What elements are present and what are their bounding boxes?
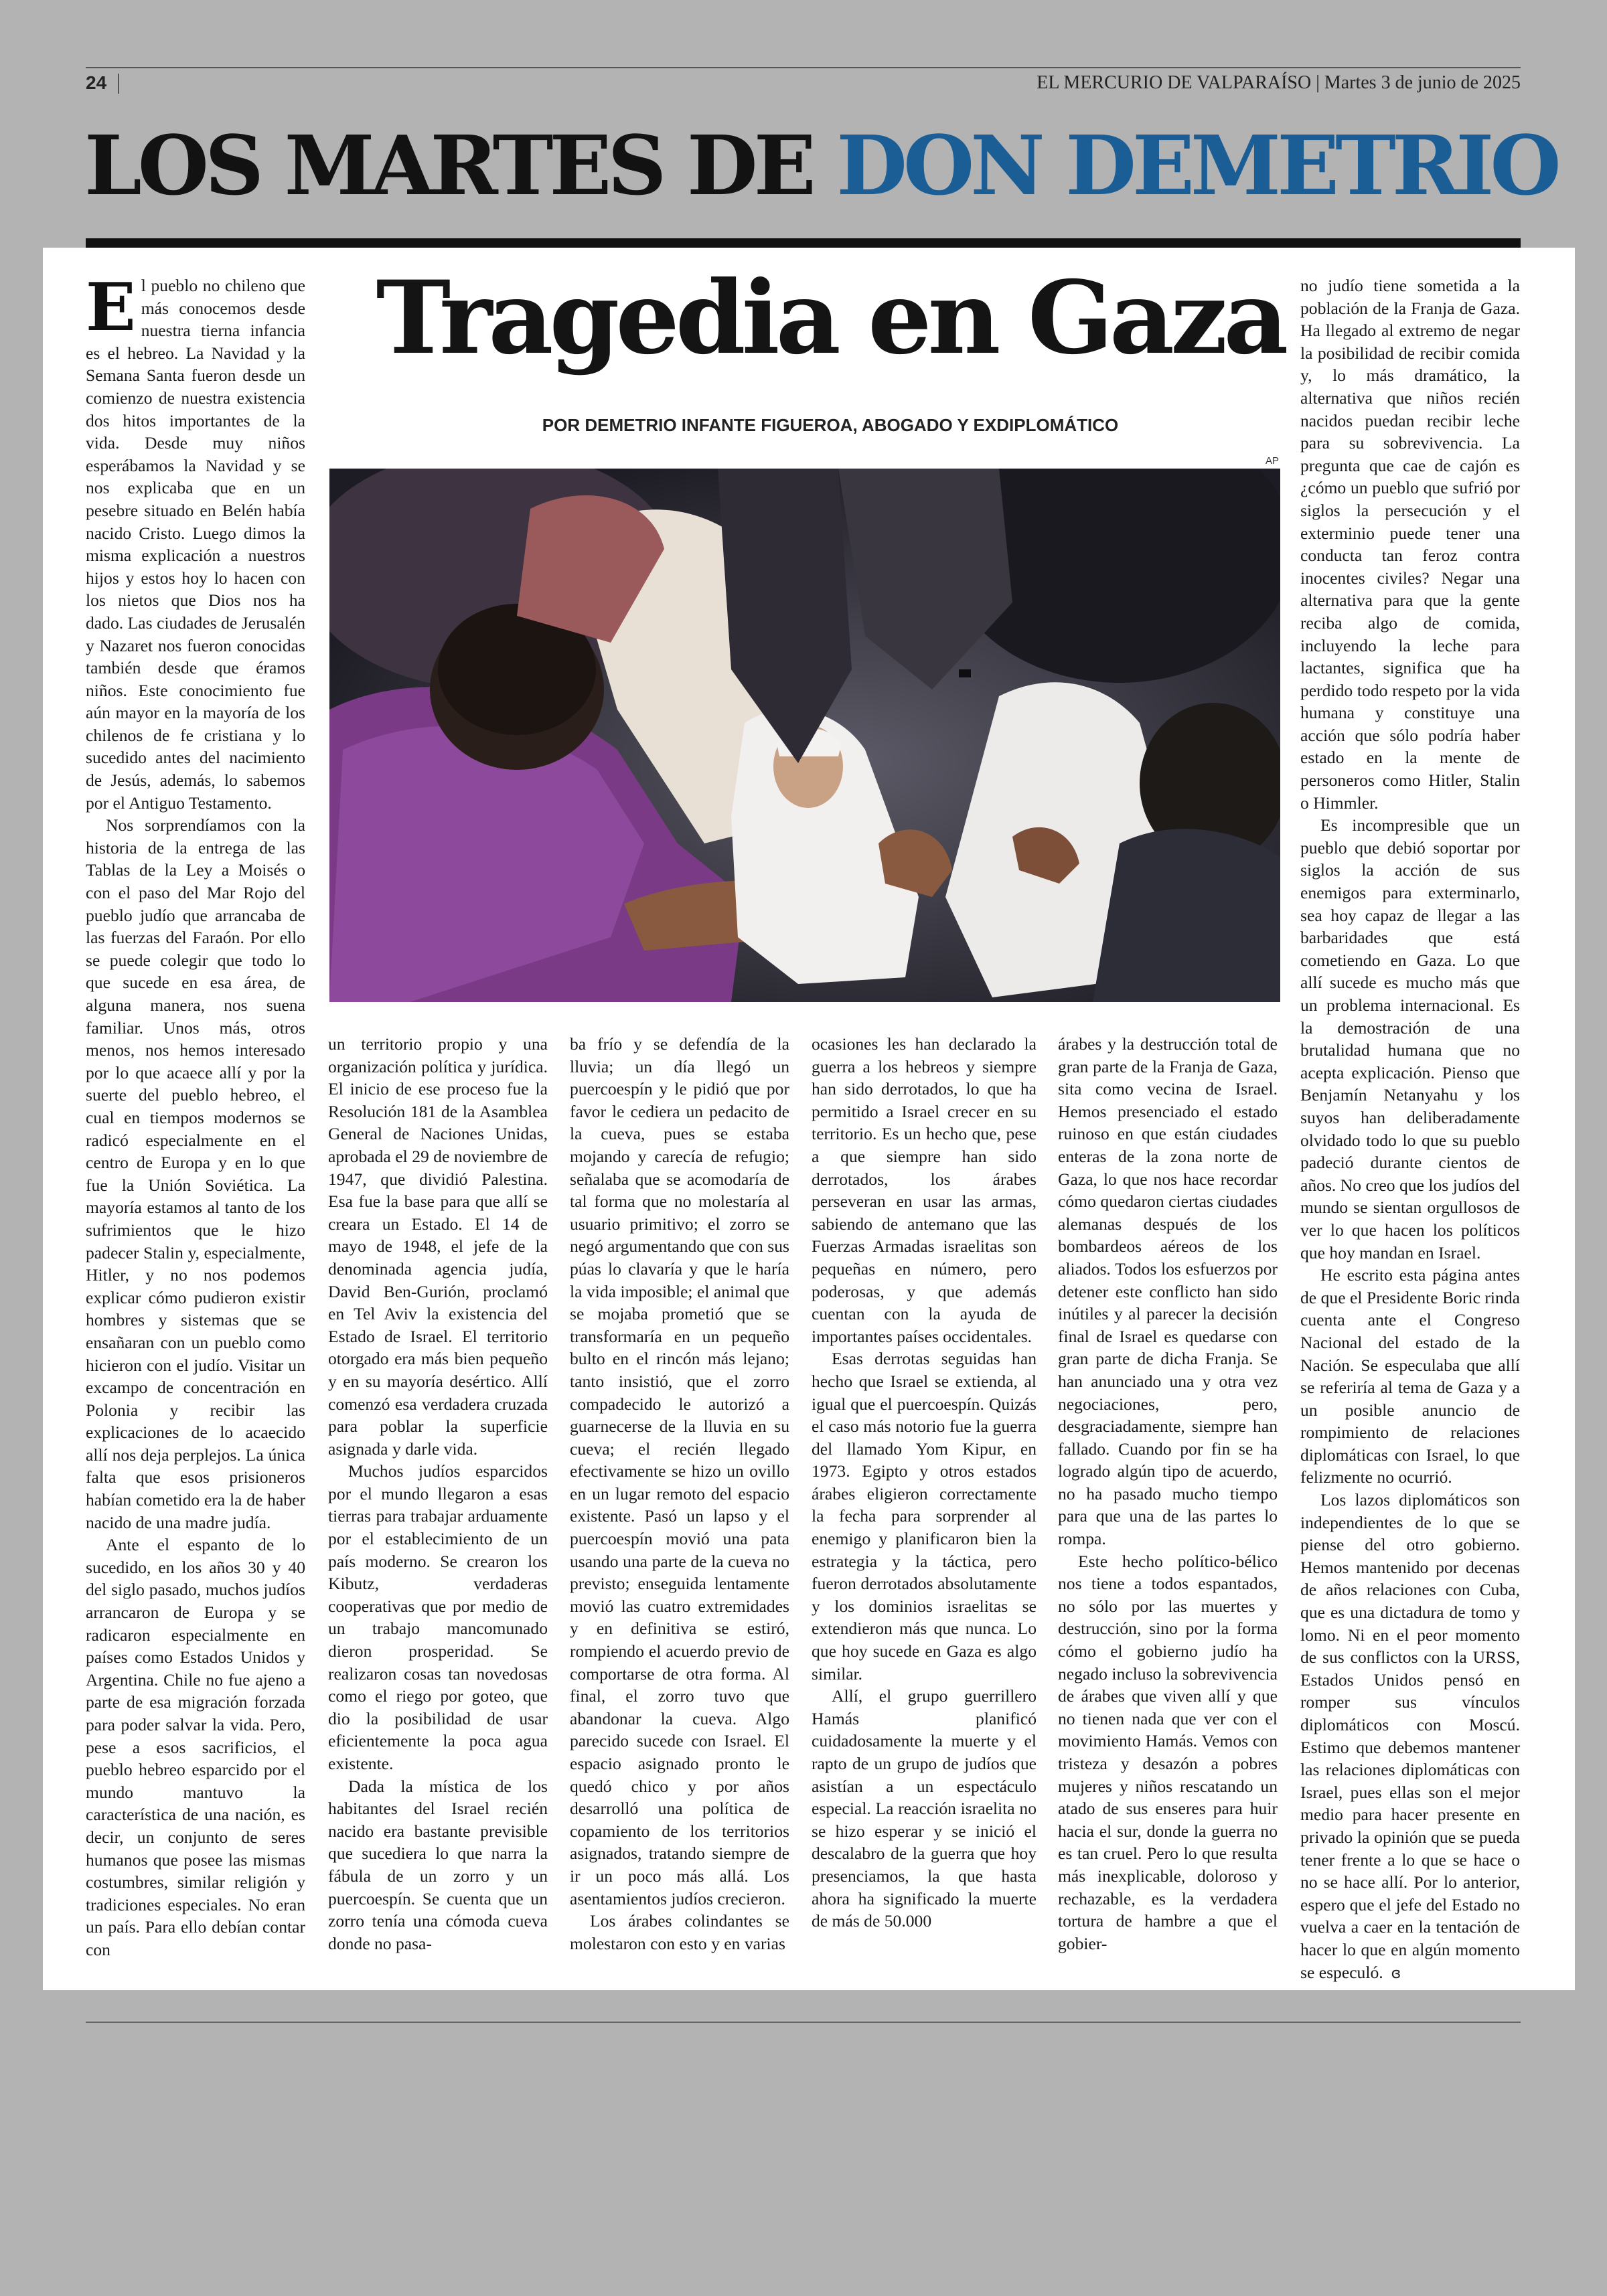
paragraph-2: Nos sorprendíamos con la historia de la entrega de las Tablas de la Ley a Moisés o con el paso del Mar Rojo del pueblo judío que arrancaba de las fuerzas del Faraón. Por ello se puede colegir que todo lo que sucede en esa área, de alguna manera, nos suena familiar. Unos más, otros menos, nos hemos interesado por lo que acaece allí y por la suerte del pueblo hebreo, el cual en tiempos modernos se radicó especialmente en el centro de Europa y en lo que fue la Unión Soviética. La mayoría estamos al tanto de los sufrimientos que le hizo padecer Stalin y, especialmente, Hitler, y no nos podemos explicar cómo pudieron existir hombres y sistemas que se ensañaran con un pueblo como hicieron con el judío. Visitar un excampo de concentración en Polonia y recibir las explicaciones de lo acaecido allí nos deja perplejos. La única falta que esos prisioneros habían cometido era la de haber nacido de una madre judía. [86, 815, 305, 1532]
paragraph-3-cont: un territorio propio y una organización política y jurídica. El inicio de ese proceso fue la Resolución 181 de la Asamblea General de Naciones Unidas, aprobada el 29 de noviembre de 1947, que dividió Palestina. Esa fue la base para que allí se creara un Estado. El 14 de mayo de 1948, el jefe de la denominada agencia judía, David Ben-Gurión, proclamó en Tel Aviv la existencia del Estado de Israel. El territorio otorgado era más bien pequeño y en su mayoría desértico. Allí comenzó esa verdadera cruzada para poblar la superficie asignada y darle vida. [328, 1034, 548, 1459]
paragraph-11: He escrito esta página antes de que el Presidente Boric rinda cuenta ante el Congreso Nacional del estado de la Nación. Se especulaba que allí se referiría al tema de Gaza y a un posible anuncio de rompimiento de relaciones diplomáticas con Israel, lo que felizmente no ocurrió. [1300, 1265, 1520, 1487]
paragraph-12-text: Los lazos diplomáticos son independientes de lo que se piense del otro gobierno. Hemos mantenido por decenas de años relaciones con Cuba, que es una dictadura de tomo y lomo. Ni en el peor momento de sus conflictos con la URSS, Estados Unidos pensó en romper sus vínculos diplomáticos con Moscú. Estimo que debemos mantener las relaciones diplomáticas con Israel, pues ellas son el mejor medio para hacer presente en privado la opinión que se pueda tener frente a lo que se hace o no se hace allí. Por lo anterior, espero que el jefe del Estado no vuelva a caer en la tentación de hacer lo que en algún momento se especuló. [1300, 1490, 1520, 1982]
paragraph-3: Ante el espanto de lo sucedido, en los años 30 y 40 del siglo pasado, muchos judíos arrancaron de Europa y se radicaron especialmente en países como Estados Unidos y Argentina. Chile no fue ajeno a parte de esa migración forzada para poder salvar la vida. Pero, pese a esos sacrificios, el pueblo hebreo esparcido por el mundo mantuvo la característica de una nación, es decir, un conjunto de seres humanos que posee las mismas costumbres, similar religión y tradiciones especiales. No eran un país. Para ello debían contar con [86, 1535, 305, 1959]
paragraph-9: Este hecho político-bélico nos tiene a todos espantados, no sólo por las muertes y destrucción, sino por la forma cómo el gobierno judío ha negado incluso la sobrevivencia de árabes que viven allí y que no tienen nada que ver con el movimiento Hamás. Vemos con tristeza y desazón a pobres mujeres y niños rescatando un atado de sus enseres para huir hacia el sur, donde la guerra no es tan cruel. Pero lo que resulta más inexplicable, doloroso y rechazable, es la verdadera tortura de hambre a que el gobier- [1058, 1551, 1278, 1953]
article-column-6 [1300, 274, 1520, 1985]
paragraph-4: Muchos judíos esparcidos por el mundo llegaron a esas tierras para trabajar arduamente por el establecimiento de un país moderno. Se crearon los Kibutz, verdaderas cooperativas que por medio de un trabajo mancomunado dieron prosperidad. Se realizaron cosas tan novedosas como el riego por goteo, que dio la posibilidad de usar eficientemente la poca agua existente. [328, 1461, 548, 1773]
paragraph-6: Los árabes colindantes se molestaron con esto y en varias [570, 1911, 789, 1953]
section-title-rule [86, 238, 1521, 248]
paragraph-9-cont: no judío tiene sometida a la población de la Franja de Gaza. Ha llegado al extremo de negar la posibilidad de recibir comida y, lo más dramático, la alternativa que niños recién nacidos puedan recibir leche para su sobrevivencia. La pregunta que cae de cajón es ¿cómo un pueblo que sufrió por siglos la persecución y el exterminio puede tener una conducta tan feroz contra inocentes civiles? Negar una alternativa para que la gente reciba algo de comida, incluyendo la leche para lactantes, significa que ha perdido todo respeto por la vida humana y constituye una acción que sólo podría haber estado en la mente de personeros como Hitler, Stalin o Himmler. [1300, 276, 1520, 813]
article-column-3 [570, 1033, 789, 1955]
publication-date: EL MERCURIO DE VALPARAÍSO | Martes 3 de junio de 2025 [1037, 72, 1521, 93]
section-title [84, 117, 1557, 214]
drop-cap: E [86, 269, 136, 346]
section-title-dark: LOS MARTES DE [84, 117, 812, 214]
bottom-rule [86, 2022, 1521, 2023]
article-byline: POR DEMETRIO INFANTE FIGUEROA, ABOGADO Y EXDIPLOMÁTICO [542, 415, 1119, 435]
paragraph-10: Es incompresible que un pueblo que debió soportar por siglos la acción de sus enemigos para exterminarlo, sea hoy capaz de llegar a las barbaridades que está cometiendo en Gaza. Lo que allí sucede es mucho más que un problema internacional. Es la demostración de una brutalidad humana que no acepta explicación. Pienso que Benjamín Netanyahu y los suyos han deliberadamente olvidado todo lo que su pueblo padeció durante cientos de años. No creo que los judíos del mundo se sientan orgullosos de ver lo que hacen los políticos que hoy mandan en Israel. [1300, 815, 1520, 1262]
article-column-2 [328, 1033, 548, 1955]
article-column-5 [1058, 1033, 1278, 1955]
folio-divider [118, 74, 119, 94]
paragraph-1-text: l pueblo no chileno que más conocemos desde nuestra tierna infancia es el hebreo. La Navidad y la Semana Santa fueron desde un comienzo de nuestra existencia dos hitos importantes de la vida. Desde muy niños esperábamos la Navidad y se nos explicaba que en un pesebre situado en Belén había nacido Cristo. Luego dimos la misma explicación a nuestros hijos y estos hoy lo hacen con los nietos que Dios nos ha dado. Las ciudades de Jerusalén y Nazaret nos fueron conocidas también desde que éramos niños. Este conocimiento fue aún mayor en la mayoría de los chilenos de fe cristiana y lo sucedido antes del nacimiento de Jesús, además, lo sabemos por el Antiguo Testamento. [86, 276, 305, 813]
paragraph-1 [86, 269, 305, 814]
paragraph-7: Esas derrotas seguidas han hecho que Israel se extienda, al igual que el puercoespín. Quizás el caso más notorio fue la guerra del llamado Yom Kipur, en 1973. Egipto y otros estados árabes eligieron correctamente la fecha para sorprender al enemigo y planificaron bien la estrategia y la táctica, pero fueron derrotados absolutamente y los dominios israelitas se extendieron más que nunca. Lo que hoy sucede en Gaza es algo similar. [812, 1349, 1037, 1684]
top-rule [86, 67, 1521, 68]
paragraph-8: Allí, el grupo guerrillero Hamás planificó cuidadosamente la muerte y el rapto de un grupo de judíos que asistían a un espectáculo especial. La reacción israelita no se hizo esperar y se inició el descalabro de la guerra que hoy presenciamos, la que hasta ahora ha significado la muerte de más de 50.000 [812, 1686, 1037, 1931]
paragraph-5: Dada la mística de los habitantes del Israel recién nacido era bastante previsible que sucediera lo que narra la fábula de un zorro y un puercoespín. Se cuenta que un zorro tenía una cómoda cueva donde no pasa- [328, 1776, 548, 1953]
article-photo [329, 469, 1280, 1002]
article-headline: Tragedia en Gaza [376, 259, 1285, 377]
photo-illustration [329, 469, 1280, 1002]
section-title-blue: DON DEMETRIO [836, 117, 1557, 214]
article-column-1 [86, 269, 305, 1961]
end-mark-icon: ɞ [1391, 1965, 1401, 1982]
page-number: 24 [86, 72, 107, 93]
paragraph-6-cont: ocasiones les han declarado la guerra a los hebreos y siempre han sido derrotados, lo que ha permitido a Israel crecer en su territorio. Es un hecho que, pese a que siempre han sido derrotados, los árabes perseveran en usar las armas, sabiendo de antemano que las Fuerzas Armadas israelitas son pequeñas en número, pero poderosas, y que además cuentan con la ayuda de importantes países occidentales. [812, 1034, 1037, 1346]
paragraph-5-cont: ba frío y se defendía de la lluvia; un día llegó un puercoespín y le pidió que por favor le cediera un pedacito de la cueva, pues se estaba mojando y carecía de refugio; señalaba que se acomodaría de tal forma que no molestaría al usuario primitivo; el zorro se negó argumentando que con sus púas lo clavaría y que le haría la vida imposible; el animal que se mojaba prometió que se transformaría en un pequeño bulto en el rincón más lejano; tanto insistió, que el zorro compadecido le autorizó a guarnecerse de la lluvia en su cueva; el recién llegado efectivamente se hizo un ovillo en un lugar remoto del espacio existente. Pasó un lapso y el puercoespín movió una pata usando una parte de la cueva no previsto; enseguida lentamente movió las cuatro extremidades y en definitiva se estiró, rompiendo el acuerdo previo de comportarse de otra forma. Al final, el zorro tuvo que abandonar la cueva. Algo parecido sucede con Israel. El espacio asignado pronto le quedó chico y por años desarrolló una política de copamiento de los territorios asignados, tratando siempre de ir un poco más allá. Los asentamientos judíos crecieron. [570, 1034, 789, 1908]
paragraph-8-cont: árabes y la destrucción total de gran parte de la Franja de Gaza, sita como vecina de Israel. Hemos presenciado el estado ruinoso en que están ciudades enteras de la zona norte de Gaza, lo que nos hace recordar cómo quedaron ciertas ciudades alemanas después de los bombardeos aéreos de los aliados. Todos los esfuerzos por detener este conflicto han sido inútiles y al parecer la decisión final de Israel es quedarse con gran parte de dicha Franja. Se han anunciado una y otra vez negociaciones, pero, desgraciadamente, siempre han fallado. Cuando por fin se ha logrado algún tipo de acuerdo, no ha pasado mucho tiempo para que una de las partes lo rompa. [1058, 1034, 1278, 1549]
photo-credit: AP [1266, 455, 1280, 467]
article-column-4 [812, 1033, 1037, 1933]
paragraph-12 [1300, 1489, 1520, 1985]
